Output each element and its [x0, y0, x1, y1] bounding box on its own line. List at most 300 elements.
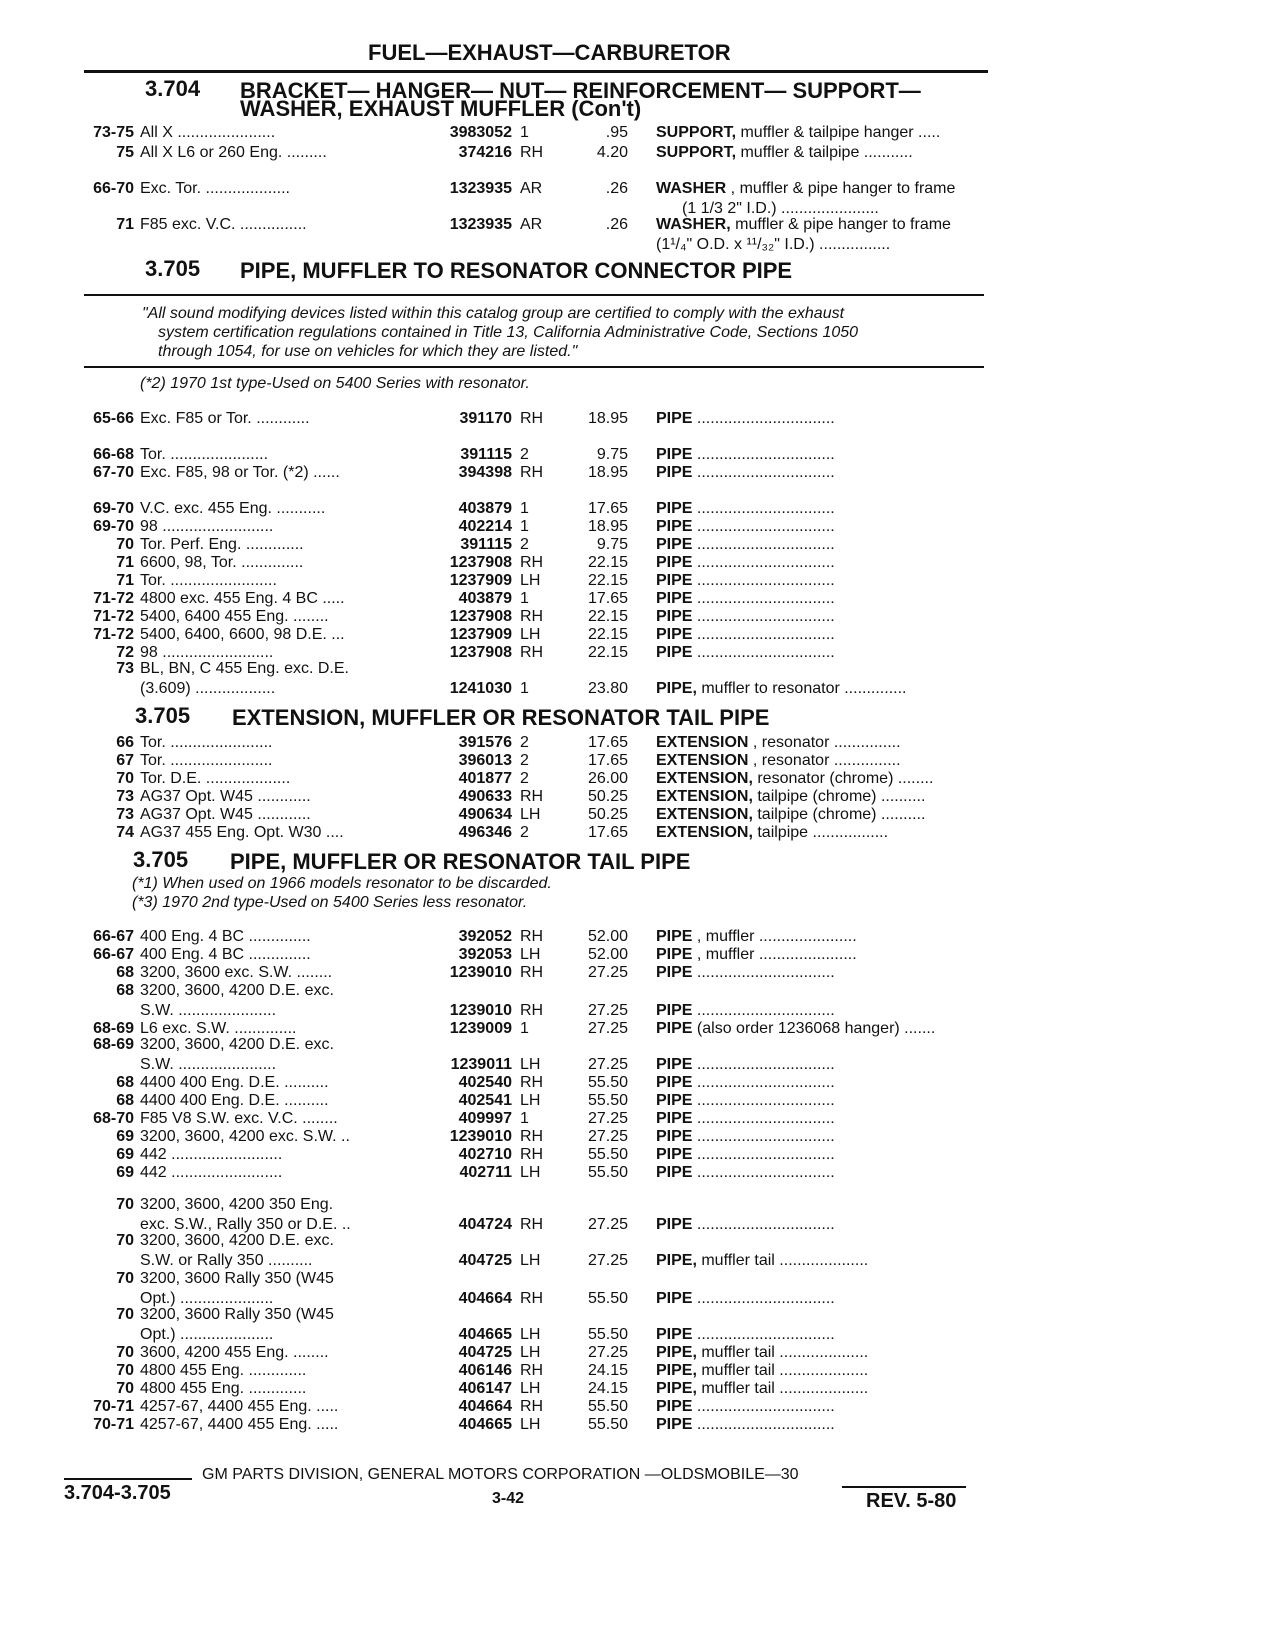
part-name: EXTENSION, — [656, 824, 753, 841]
part-number: 490634 — [458, 806, 512, 823]
model-desc: 442 ......................... — [140, 1146, 283, 1163]
part-number: 396013 — [458, 752, 512, 769]
model-year: 71 — [116, 554, 134, 571]
table-row — [0, 1270, 1280, 1289]
part-name: PIPE — [656, 1290, 693, 1307]
quantity: AR — [520, 216, 543, 233]
model-desc: L6 exc. S.W. .............. — [140, 1020, 297, 1037]
part-name: EXTENSION — [656, 752, 749, 769]
part-number: 1241030 — [449, 680, 512, 697]
part-detail: ............................... — [692, 626, 835, 643]
part-number: 1239011 — [450, 1056, 512, 1073]
quantity: RH — [520, 1002, 544, 1019]
model-desc: 5400, 6400, 6600, 98 D.E. ... — [140, 626, 345, 643]
page-title: FUEL—EXHAUST—CARBURETOR — [368, 40, 731, 65]
table-row — [0, 1056, 1280, 1075]
table-row — [0, 1398, 1280, 1417]
part-number: 1323935 — [449, 216, 512, 233]
part-description — [656, 608, 835, 626]
part-description — [656, 1074, 835, 1092]
part-number: 402711 — [459, 1164, 512, 1181]
part-detail: muffler tail .................... — [696, 1344, 869, 1361]
section-title: EXTENSION, MUFFLER OR RESONATOR TAIL PIPE — [232, 705, 770, 730]
part-description — [656, 1110, 835, 1128]
part-description — [656, 788, 925, 806]
part-description — [656, 734, 901, 752]
price: .26 — [605, 180, 628, 197]
model-desc: AG37 Opt. W45 ............ — [140, 788, 311, 805]
part-description — [656, 680, 906, 698]
price: 18.95 — [587, 410, 628, 427]
part-number: 409997 — [458, 1110, 512, 1127]
price: 27.25 — [587, 1344, 628, 1361]
table-row — [0, 734, 1280, 753]
part-description — [656, 518, 835, 536]
price: 18.95 — [587, 518, 628, 535]
part-name: PIPE — [656, 928, 693, 945]
footer-rule-left — [64, 1478, 192, 1480]
table-row — [0, 1110, 1280, 1129]
section-number: 3.704 — [145, 76, 201, 101]
part-number: 392053 — [458, 946, 512, 963]
model-year: 66-70 — [93, 180, 134, 197]
section-number: 3.705 — [135, 703, 191, 728]
part-number: 490633 — [458, 788, 512, 805]
model-desc: 442 ......................... — [140, 1164, 283, 1181]
model-year: 70 — [116, 1344, 134, 1361]
part-detail: ............................... — [692, 644, 835, 661]
part-description — [656, 1416, 835, 1434]
table-row — [0, 572, 1280, 591]
model-desc: 3600, 4200 455 Eng. ........ — [140, 1344, 329, 1361]
price: .95 — [605, 124, 628, 141]
part-number: 402710 — [458, 1146, 512, 1163]
part-description — [656, 446, 835, 464]
part-number: 404725 — [458, 1344, 512, 1361]
model-desc: 3200, 3600, 4200 D.E. exc. — [140, 982, 334, 999]
part-number: 1237909 — [449, 626, 512, 643]
price: 55.50 — [587, 1416, 628, 1433]
part-number: 404664 — [458, 1398, 512, 1415]
part-description — [656, 1092, 835, 1110]
part-name: PIPE — [656, 1092, 693, 1109]
part-number: 1239010 — [449, 964, 512, 981]
part-name: PIPE — [656, 1164, 693, 1181]
section-title: BRACKET— HANGER— NUT— REINFORCEMENT— SUPPORT— — [240, 78, 921, 103]
model-desc: Tor. D.E. ................... — [140, 770, 291, 787]
part-detail: tailpipe (chrome) .......... — [752, 806, 926, 823]
part-number: 404724 — [458, 1216, 512, 1233]
part-name: PIPE, — [656, 1362, 697, 1379]
model-desc: All X ...................... — [140, 124, 276, 141]
price: 17.65 — [587, 752, 628, 769]
row-continuation: (1¹/₄" O.D. x ¹¹/₃₂" I.D.) ................ — [656, 236, 891, 253]
part-description — [656, 180, 955, 198]
price: 22.15 — [587, 572, 628, 589]
part-number: 404665 — [458, 1326, 512, 1343]
price: 55.50 — [587, 1074, 628, 1091]
model-desc: 3200, 3600 Rally 350 (W45 — [140, 1306, 334, 1323]
part-number: 391170 — [459, 410, 512, 427]
certification-note: "All sound modifying devices listed within this catalog group are certified to comply with the exhaust — [142, 305, 845, 322]
quantity: LH — [520, 1252, 541, 1269]
table-row — [0, 1002, 1280, 1021]
part-detail: tailpipe ................. — [752, 824, 889, 841]
part-number: 496346 — [458, 824, 512, 841]
model-year: 67-70 — [93, 464, 134, 481]
part-name: PIPE — [656, 1326, 693, 1343]
price: 22.15 — [587, 626, 628, 643]
part-number: 374216 — [458, 144, 512, 161]
part-detail: muffler tail .................... — [696, 1362, 869, 1379]
footer-org: GM PARTS DIVISION, GENERAL MOTORS CORPORATION —OLDSMOBILE—30 — [202, 1466, 799, 1483]
model-year: 70 — [116, 1232, 134, 1249]
model-year: 68 — [116, 982, 134, 999]
part-name: PIPE — [656, 626, 693, 643]
model-year: 68 — [116, 964, 134, 981]
part-number: 404725 — [458, 1252, 512, 1269]
model-year: 73 — [116, 806, 134, 823]
part-description — [656, 1326, 835, 1344]
table-row — [0, 180, 1280, 199]
quantity: RH — [520, 464, 544, 481]
model-desc: Tor. ...................... — [140, 446, 269, 463]
part-detail: ............................... — [692, 572, 835, 589]
part-detail: ............................... — [692, 518, 835, 535]
table-row — [0, 824, 1280, 843]
model-year: 69 — [116, 1128, 134, 1145]
price: 4.20 — [596, 144, 628, 161]
part-number: 403879 — [458, 500, 512, 517]
part-name: PIPE — [656, 1128, 693, 1145]
table-row — [0, 554, 1280, 573]
part-detail: ............................... — [692, 500, 835, 517]
model-desc: 4800 455 Eng. ............. — [140, 1362, 307, 1379]
footnote: (*3) 1970 2nd type-Used on 5400 Series less resonator. — [132, 894, 528, 911]
price: 23.80 — [587, 680, 628, 697]
model-desc: 4257-67, 4400 455 Eng. ..... — [140, 1398, 339, 1415]
part-detail: ............................... — [692, 536, 835, 553]
part-name: PIPE — [656, 554, 693, 571]
price: 22.15 — [587, 644, 628, 661]
part-description — [656, 1002, 835, 1020]
model-desc: Exc. Tor. ................... — [140, 180, 290, 197]
part-name: PIPE — [656, 464, 693, 481]
table-row — [0, 1416, 1280, 1435]
quantity: LH — [520, 1164, 541, 1181]
part-description — [656, 536, 835, 554]
model-desc: 4800 exc. 455 Eng. 4 BC ..... — [140, 590, 345, 607]
part-description — [656, 572, 835, 590]
model-year: 72 — [116, 644, 134, 661]
part-detail: ............................... — [692, 1056, 835, 1073]
model-year: 73-75 — [93, 124, 134, 141]
model-desc: Opt.) ..................... — [140, 1326, 274, 1343]
quantity: 2 — [520, 824, 529, 841]
part-detail: , muffler ...................... — [692, 946, 857, 963]
price: 27.25 — [587, 1056, 628, 1073]
model-desc: Exc. F85, 98 or Tor. (*2) ...... — [140, 464, 340, 481]
price: .26 — [605, 216, 628, 233]
part-description — [656, 1344, 868, 1362]
model-desc: F85 exc. V.C. ............... — [140, 216, 307, 233]
quantity: LH — [520, 1326, 541, 1343]
model-year: 69 — [116, 1164, 134, 1181]
part-detail: ............................... — [692, 410, 835, 427]
part-number: 1239010 — [449, 1128, 512, 1145]
model-year: 70 — [116, 1270, 134, 1287]
quantity: 2 — [520, 752, 529, 769]
price: 27.25 — [587, 1020, 628, 1037]
model-desc: Tor. ........................ — [140, 572, 277, 589]
model-year: 70-71 — [93, 1398, 134, 1415]
price: 18.95 — [587, 464, 628, 481]
part-number: 391115 — [460, 536, 512, 553]
part-number: 1237908 — [449, 554, 512, 571]
model-desc: Exc. F85 or Tor. ............ — [140, 410, 310, 427]
model-year: 66-67 — [93, 928, 134, 945]
price: 27.25 — [587, 964, 628, 981]
price: 50.25 — [587, 806, 628, 823]
header-rule — [84, 70, 988, 73]
model-year: 70 — [116, 1362, 134, 1379]
price: 17.65 — [587, 590, 628, 607]
model-year: 69 — [116, 1146, 134, 1163]
part-number: 1237908 — [449, 608, 512, 625]
model-desc: All X L6 or 260 Eng. ......... — [140, 144, 327, 161]
table-row — [0, 1252, 1280, 1271]
part-number: 1237908 — [449, 644, 512, 661]
model-desc: 98 ......................... — [140, 644, 274, 661]
model-desc: AG37 Opt. W45 ............ — [140, 806, 311, 823]
part-number: 1239009 — [449, 1020, 512, 1037]
model-desc: 400 Eng. 4 BC .............. — [140, 946, 311, 963]
model-year: 67 — [116, 752, 134, 769]
part-detail: ............................... — [692, 1110, 835, 1127]
rule — [84, 366, 984, 368]
quantity: LH — [520, 946, 541, 963]
table-row — [0, 806, 1280, 825]
price: 50.25 — [587, 788, 628, 805]
price: 55.50 — [587, 1146, 628, 1163]
model-year: 65-66 — [93, 410, 134, 427]
table-row — [0, 1306, 1280, 1325]
model-year: 66 — [116, 734, 134, 751]
quantity: RH — [520, 1128, 544, 1145]
row-continuation: (1 1/3 2" I.D.) ...................... — [682, 200, 879, 217]
part-detail: ............................... — [692, 554, 835, 571]
quantity: LH — [520, 1344, 541, 1361]
part-name: PIPE — [656, 1074, 693, 1091]
model-year: 71-72 — [93, 608, 134, 625]
certification-note: through 1054, for use on vehicles for which they are listed." — [158, 343, 578, 360]
part-name: EXTENSION, — [656, 788, 753, 805]
price: 55.50 — [587, 1398, 628, 1415]
table-row — [0, 1074, 1280, 1093]
part-detail: ............................... — [692, 1416, 835, 1433]
model-desc: 4800 455 Eng. ............. — [140, 1380, 307, 1397]
model-year: 73 — [116, 660, 134, 677]
price: 27.25 — [587, 1110, 628, 1127]
part-description — [656, 824, 888, 842]
table-row — [0, 626, 1280, 645]
part-detail: ............................... — [692, 1146, 835, 1163]
price: 17.65 — [587, 824, 628, 841]
part-description — [656, 1362, 868, 1380]
quantity: 1 — [520, 518, 529, 535]
quantity: 1 — [520, 1110, 529, 1127]
model-year: 74 — [116, 824, 134, 841]
part-description — [656, 964, 835, 982]
part-detail: ............................... — [692, 964, 835, 981]
model-year: 68 — [116, 1074, 134, 1091]
part-name: PIPE, — [656, 1252, 697, 1269]
table-row — [0, 1036, 1280, 1055]
part-description — [656, 1252, 868, 1270]
quantity: LH — [520, 626, 541, 643]
part-description — [656, 946, 857, 964]
part-number: 406147 — [458, 1380, 512, 1397]
part-number: 401877 — [458, 770, 512, 787]
table-row — [0, 1092, 1280, 1111]
model-desc: 5400, 6400 455 Eng. ........ — [140, 608, 329, 625]
quantity: RH — [520, 1398, 544, 1415]
part-detail: resonator (chrome) ........ — [752, 770, 934, 787]
part-detail: muffler & tailpipe ........... — [736, 144, 913, 161]
part-description — [656, 1398, 835, 1416]
part-name: WASHER — [656, 180, 727, 197]
part-detail: , resonator ............... — [748, 752, 901, 769]
model-desc: AG37 455 Eng. Opt. W30 .... — [140, 824, 344, 841]
quantity: RH — [520, 1290, 544, 1307]
part-name: PIPE — [656, 1216, 693, 1233]
table-row — [0, 660, 1280, 679]
model-year: 70 — [116, 1380, 134, 1397]
part-name: PIPE — [656, 608, 693, 625]
part-name: PIPE — [656, 1416, 693, 1433]
table-row — [0, 1164, 1280, 1183]
part-description — [656, 464, 835, 482]
quantity: RH — [520, 1362, 544, 1379]
table-row — [0, 680, 1280, 699]
price: 55.50 — [587, 1290, 628, 1307]
part-number: 1323935 — [449, 180, 512, 197]
part-detail: ............................... — [692, 464, 835, 481]
price: 22.15 — [587, 608, 628, 625]
part-detail: ............................... — [692, 1216, 835, 1233]
model-year: 68-70 — [93, 1110, 134, 1127]
part-name: PIPE — [656, 1398, 693, 1415]
part-number: 404665 — [458, 1416, 512, 1433]
part-name: PIPE — [656, 518, 693, 535]
part-name: PIPE — [656, 1146, 693, 1163]
footer-rule-right — [842, 1486, 966, 1488]
model-desc: 3200, 3600, 4200 D.E. exc. — [140, 1232, 334, 1249]
part-number: 1237909 — [449, 572, 512, 589]
part-description — [656, 1128, 835, 1146]
part-description — [656, 216, 951, 234]
quantity: RH — [520, 1216, 544, 1233]
part-description — [656, 500, 835, 518]
part-name: PIPE — [656, 500, 693, 517]
table-row — [0, 608, 1280, 627]
table-row — [0, 590, 1280, 609]
model-desc: exc. S.W., Rally 350 or D.E. .. — [140, 1216, 351, 1233]
table-row — [0, 1232, 1280, 1251]
part-name: PIPE — [656, 946, 693, 963]
model-desc: 6600, 98, Tor. .............. — [140, 554, 304, 571]
part-number: 3983052 — [449, 124, 512, 141]
part-description — [656, 1164, 835, 1182]
part-detail: (also order 1236068 hanger) ....... — [692, 1020, 936, 1037]
quantity: RH — [520, 1074, 544, 1091]
table-row — [0, 928, 1280, 947]
part-detail: ............................... — [692, 608, 835, 625]
part-number: 392052 — [458, 928, 512, 945]
part-detail: muffler & tailpipe hanger ..... — [736, 124, 941, 141]
part-description — [656, 1146, 835, 1164]
part-description — [656, 1380, 868, 1398]
part-detail: ............................... — [692, 1002, 835, 1019]
model-desc: 3200, 3600, 4200 350 Eng. — [140, 1196, 334, 1213]
part-detail: , resonator ............... — [748, 734, 901, 751]
part-name: SUPPORT, — [656, 124, 737, 141]
quantity: 1 — [520, 590, 529, 607]
model-year: 68-69 — [93, 1020, 134, 1037]
model-desc: 4400 400 Eng. D.E. .......... — [140, 1092, 329, 1109]
model-desc: (3.609) .................. — [140, 680, 276, 697]
table-row — [0, 788, 1280, 807]
part-number: 402540 — [458, 1074, 512, 1091]
part-description — [656, 928, 857, 946]
part-name: PIPE, — [656, 1344, 697, 1361]
part-name: SUPPORT, — [656, 144, 737, 161]
part-detail: ............................... — [692, 1290, 835, 1307]
part-description — [656, 752, 901, 770]
model-desc: Opt.) ..................... — [140, 1290, 274, 1307]
part-detail: ............................... — [692, 1326, 835, 1343]
part-name: PIPE — [656, 446, 693, 463]
part-detail: ............................... — [692, 1074, 835, 1091]
part-number: 404664 — [458, 1290, 512, 1307]
table-row — [0, 1344, 1280, 1363]
part-number: 406146 — [458, 1362, 512, 1379]
price: 27.25 — [587, 1128, 628, 1145]
part-detail: , muffler & pipe hanger to frame — [726, 180, 956, 197]
certification-note: system certification regulations contained in Title 13, California Administrative Code, Sections 1050 — [158, 324, 859, 341]
model-desc: S.W. or Rally 350 .......... — [140, 1252, 313, 1269]
model-desc: 3200, 3600 Rally 350 (W45 — [140, 1270, 334, 1287]
price: 52.00 — [587, 928, 628, 945]
quantity: RH — [520, 788, 544, 805]
model-desc: 4400 400 Eng. D.E. .......... — [140, 1074, 329, 1091]
model-year: 70 — [116, 1306, 134, 1323]
part-name: PIPE — [656, 410, 693, 427]
quantity: LH — [520, 572, 541, 589]
table-row — [0, 410, 1280, 429]
section-title: PIPE, MUFFLER TO RESONATOR CONNECTOR PIPE — [240, 258, 793, 283]
quantity: LH — [520, 806, 541, 823]
model-desc: Tor. Perf. Eng. ............. — [140, 536, 304, 553]
quantity: RH — [520, 964, 544, 981]
model-year: 66-68 — [93, 446, 134, 463]
part-number: 402214 — [458, 518, 512, 535]
part-name: PIPE — [656, 1110, 693, 1127]
part-description — [656, 554, 835, 572]
footnote: (*2) 1970 1st type-Used on 5400 Series with resonator. — [140, 375, 530, 392]
part-name: EXTENSION — [656, 734, 749, 751]
model-year: 70 — [116, 770, 134, 787]
